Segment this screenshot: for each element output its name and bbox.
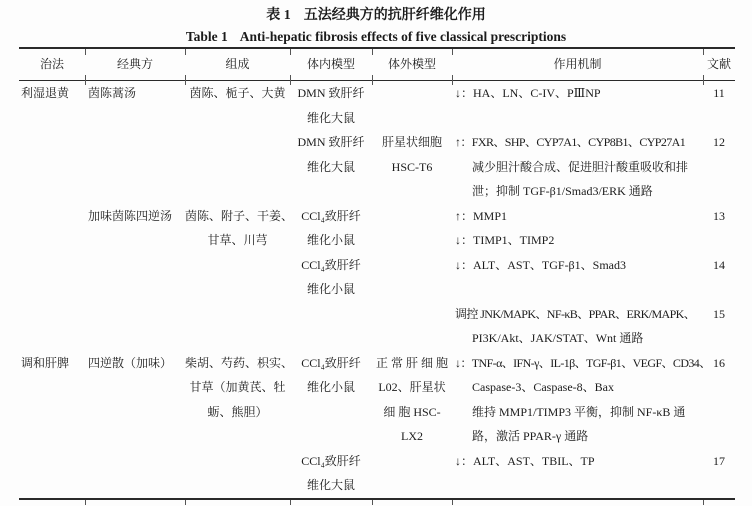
- column-boundary-tick: [290, 500, 291, 505]
- cell-line: 四逆散（加味）: [88, 355, 173, 370]
- column-boundary-tick: [85, 49, 86, 55]
- cell-line: 茵陈、栀子、大黄: [189, 86, 286, 100]
- cell-in_vitro: [372, 130, 452, 179]
- cell-line: L02、肝星状: [378, 380, 446, 394]
- cell-line: 甘草（加黄芪、牡: [189, 380, 286, 394]
- cell-line: 利湿退黄: [21, 86, 70, 100]
- column-boundary-tick: [185, 75, 186, 85]
- cell-line: 调和肝脾: [21, 355, 70, 370]
- cell-line: CCl₄致肝纤: [301, 208, 361, 223]
- cell-mechanism: [452, 302, 703, 351]
- cell-method: [19, 81, 85, 106]
- table-row: [19, 302, 735, 351]
- cell-line: 12: [713, 135, 725, 149]
- cell-line: 维化小鼠: [306, 380, 355, 394]
- cell-line: 细 胞 HSC-: [383, 404, 441, 419]
- cell-line: ↓：TIMP1、TIMP2: [455, 233, 555, 247]
- cell-line: 维化小鼠: [306, 282, 355, 296]
- cell-line: 蛎、熊胆）: [207, 404, 268, 419]
- cell-line: 柴胡、芍药、枳实、: [185, 355, 294, 370]
- column-header-prescription: 经典方: [116, 57, 153, 71]
- cell-line: 泄；抑制 TGF-β1/Smad3/ERK 通路: [472, 184, 653, 198]
- table-header-row: [19, 49, 735, 81]
- page-title-zh: [0, 0, 752, 26]
- column-boundary-tick: [85, 500, 86, 505]
- cell-line: CCl₄致肝纤: [301, 257, 361, 272]
- table-row: [19, 130, 735, 204]
- column-boundary-tick: [703, 49, 704, 55]
- cell-line: DMN 致肝纤: [297, 135, 365, 149]
- cell-line: 维化小鼠: [306, 233, 355, 247]
- table-row: [19, 253, 735, 302]
- cell-in_vivo: [290, 253, 372, 302]
- cell-line: 减少胆汁酸合成、促进胆汁酸重吸收和排: [472, 159, 689, 174]
- table-title-zh-text: 五法经典方的抗肝纤维化作用: [303, 8, 486, 23]
- cell-line: 维持 MMP1/TIMP3 平衡，抑制 NF-κB 通: [472, 404, 686, 419]
- cell-line: 调控 JNK/MAPK、NF-κB、PPAR、ERK/MAPK、: [455, 306, 696, 321]
- column-header-in_vitro: 体外模型: [387, 57, 436, 71]
- cell-line: ↓：ALT、AST、TGF-β1、Smad3: [455, 257, 627, 272]
- cell-in_vivo: [290, 449, 372, 498]
- cell-line: ↑：MMP1: [455, 208, 508, 223]
- cell-line: CCl₄致肝纤: [301, 453, 361, 468]
- column-header-ref: 文献: [706, 57, 731, 71]
- cell-line: ↓：ALT、AST、TBIL、TP: [455, 453, 595, 468]
- table-row: [19, 81, 735, 130]
- cell-ref: [703, 130, 735, 155]
- column-boundary-tick: [290, 75, 291, 85]
- cell-line: 加味茵陈四逆汤: [88, 208, 173, 223]
- cell-prescription: [85, 204, 185, 229]
- cell-in_vivo: [290, 130, 372, 179]
- column-boundary-tick: [703, 500, 704, 505]
- cell-ref: [703, 81, 735, 106]
- table-title-en-text: Anti-hepatic fibrosis effects of five classical prescriptions: [239, 29, 567, 44]
- cell-composition: [185, 81, 290, 106]
- cell-line: 13: [713, 208, 725, 223]
- cell-ref: [703, 351, 735, 376]
- column-boundary-tick: [452, 75, 453, 85]
- column-header-method: 治法: [39, 57, 64, 71]
- cell-mechanism: [452, 449, 703, 474]
- cell-line: 维化大鼠: [306, 159, 355, 174]
- cell-mechanism: [452, 351, 711, 449]
- cell-line: 维化大鼠: [306, 110, 355, 125]
- column-boundary-tick: [185, 500, 186, 505]
- cell-in_vitro: [372, 351, 452, 449]
- cell-method: [19, 351, 85, 376]
- cell-ref: [703, 449, 735, 474]
- table-row: [19, 351, 735, 449]
- cell-line: ↓：HA、LN、C-IV、PⅢNP: [455, 86, 601, 100]
- cell-line: 17: [713, 453, 725, 468]
- table-row: [19, 204, 735, 253]
- column-boundary-tick: [703, 75, 704, 85]
- column-header-mechanism: 作用机制: [553, 57, 602, 71]
- cell-ref: [703, 253, 735, 278]
- cell-line: 茵陈、附子、干姜、: [185, 208, 294, 223]
- page-title-en: [0, 26, 752, 47]
- cell-line: PI3K/Akt、JAK/STAT、Wnt 通路: [472, 331, 644, 345]
- cell-line: ↑：FXR、SHP、CYP7A1、CYP8B1、CYP27A1: [455, 135, 686, 149]
- cell-in_vivo: [290, 81, 372, 130]
- cell-line: 正 常 肝 细 胞: [375, 355, 448, 370]
- cell-mechanism: [452, 253, 703, 278]
- column-header-composition: 组成: [225, 57, 250, 71]
- cell-line: 路，激活 PPAR-γ 通路: [472, 429, 589, 443]
- cell-ref: [703, 204, 735, 229]
- cell-line: 肝星状细胞: [381, 135, 442, 149]
- cell-in_vivo: [290, 204, 372, 253]
- cell-ref: [703, 302, 735, 327]
- cell-line: 11: [713, 86, 725, 100]
- cell-line: ↓：TNF-α、IFN-γ、IL-1β、TGF-β1、VEGF、CD34、: [455, 355, 711, 370]
- column-boundary-tick: [452, 49, 453, 55]
- column-boundary-tick: [372, 500, 373, 505]
- cell-line: LX2: [401, 429, 423, 443]
- table-body: [19, 81, 735, 498]
- cell-mechanism: [452, 204, 703, 253]
- column-boundary-tick: [452, 500, 453, 505]
- cell-line: DMN 致肝纤: [297, 86, 365, 100]
- cell-line: 茵陈蒿汤: [88, 86, 137, 100]
- column-boundary-tick: [185, 49, 186, 55]
- cell-composition: [185, 351, 294, 425]
- cell-prescription: [85, 351, 185, 376]
- cell-in_vivo: [290, 351, 372, 400]
- cell-line: Caspase-3、Caspase-8、Bax: [472, 380, 614, 394]
- table-row: [19, 449, 735, 498]
- column-boundary-tick: [85, 75, 86, 85]
- column-boundary-tick: [372, 75, 373, 85]
- data-table: [19, 47, 735, 500]
- table-number-zh: 表 1: [266, 8, 291, 23]
- cell-composition: [185, 204, 294, 253]
- column-boundary-tick: [372, 49, 373, 55]
- cell-line: 甘草、川芎: [207, 233, 268, 247]
- cell-line: CCl₄致肝纤: [301, 355, 361, 370]
- table-number-en: Table 1: [185, 29, 228, 44]
- cell-mechanism: [452, 81, 703, 106]
- cell-line: 14: [713, 257, 725, 272]
- column-header-in_vivo: 体内模型: [306, 57, 355, 71]
- cell-prescription: [85, 81, 185, 106]
- cell-line: 维化大鼠: [306, 478, 355, 492]
- cell-mechanism: [452, 130, 703, 204]
- cell-line: 16: [713, 355, 725, 370]
- cell-line: HSC-T6: [391, 159, 433, 174]
- cell-line: 15: [713, 306, 725, 321]
- column-boundary-tick: [290, 49, 291, 55]
